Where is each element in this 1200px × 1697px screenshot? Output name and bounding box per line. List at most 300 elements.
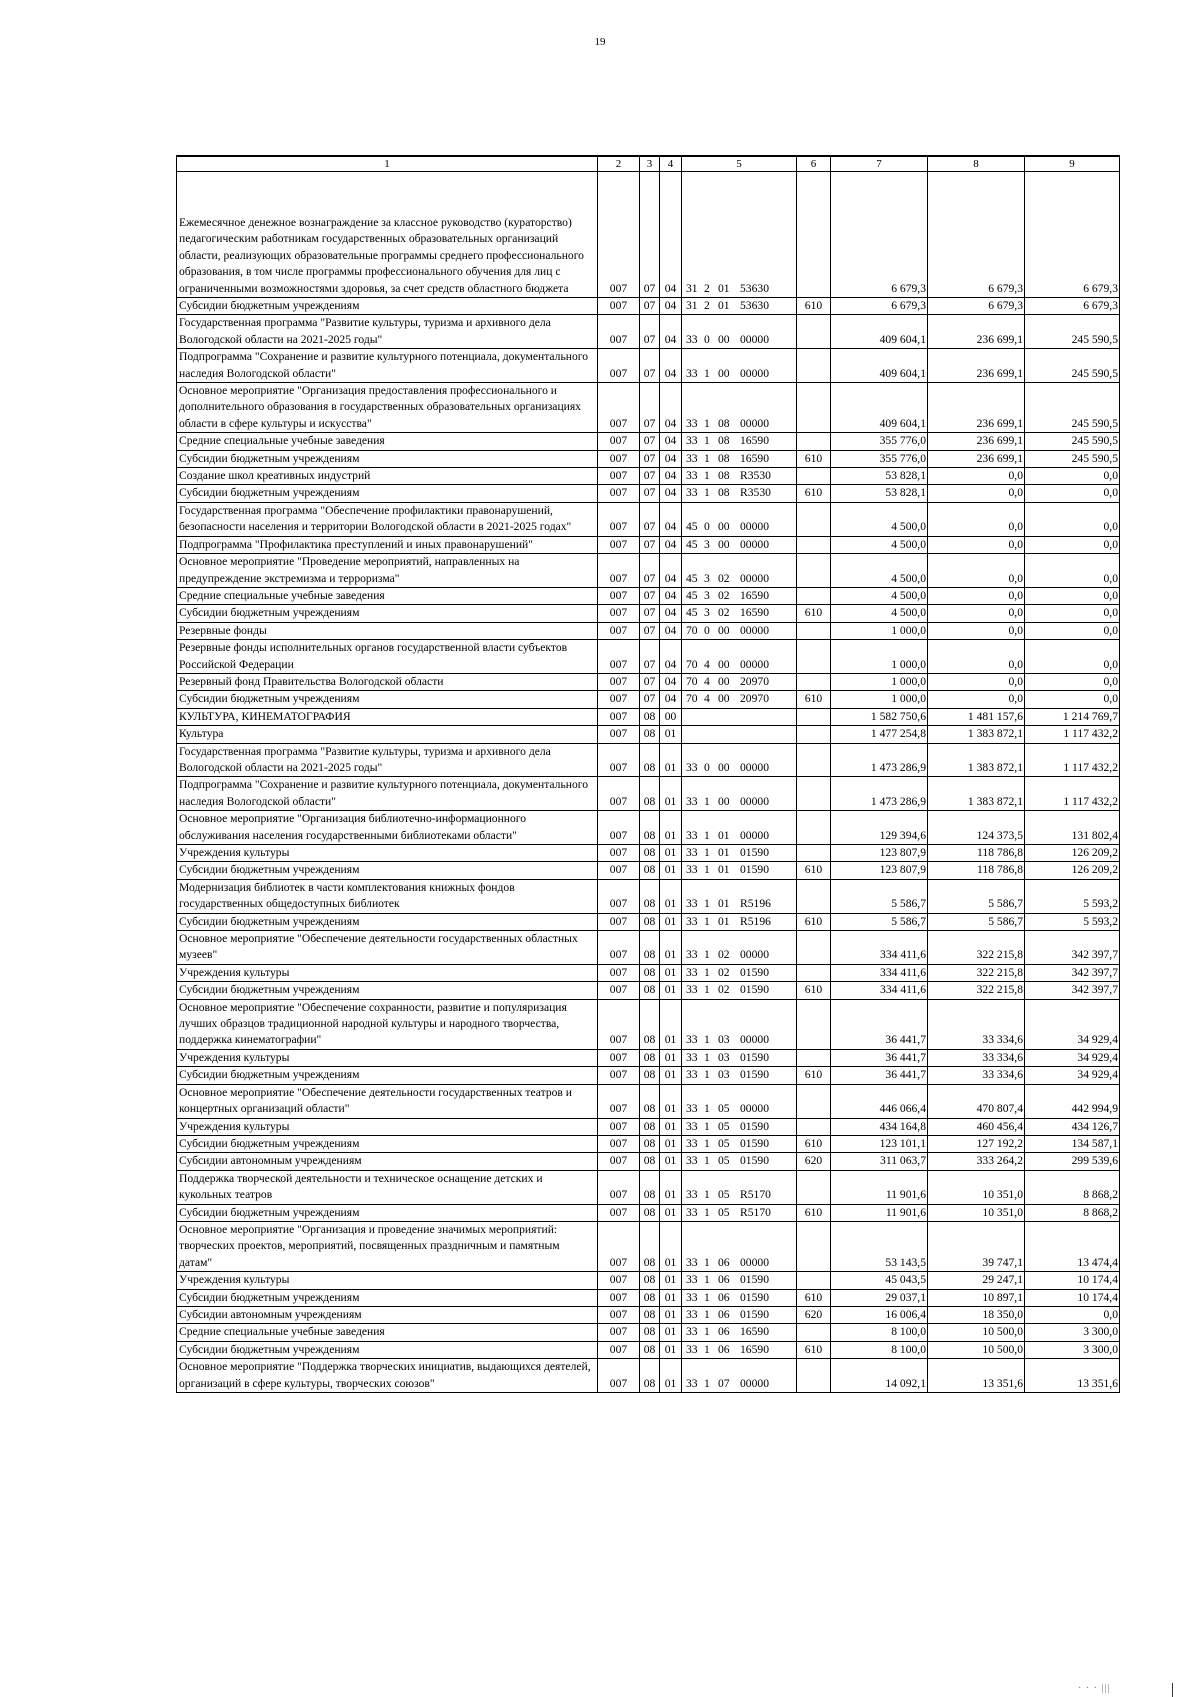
code-ministry: 007 (598, 485, 640, 502)
code-expense-type (797, 931, 831, 965)
target-code-part: 01590 (740, 1068, 769, 1082)
code-expense-type: 610 (797, 913, 831, 930)
amount-col7: 1 477 254,8 (831, 726, 928, 743)
amount-col8: 124 373,5 (928, 811, 1025, 845)
code-expense-type (797, 383, 831, 433)
code-ministry: 007 (598, 315, 640, 349)
code-expense-type (797, 1359, 831, 1393)
code-expense-type (797, 1170, 831, 1204)
page-number: 19 (594, 36, 606, 48)
target-code-part: 33 (686, 486, 698, 500)
code-expense-type (797, 1221, 831, 1271)
target-code-part: 1 (704, 1119, 710, 1133)
target-code-part: 06 (718, 1325, 730, 1339)
amount-col9: 0,0 (1025, 587, 1120, 604)
target-code-part: 01590 (740, 1154, 769, 1168)
code-ministry: 007 (598, 587, 640, 604)
target-code-part: 33 (686, 1376, 698, 1390)
code-expense-type: 610 (797, 1341, 831, 1358)
code-ministry: 007 (598, 1272, 640, 1289)
amount-col9: 5 593,2 (1025, 879, 1120, 913)
code-target-article (682, 1118, 797, 1135)
target-code-part: R5170 (740, 1205, 771, 1219)
code-section: 08 (640, 1118, 660, 1135)
target-code-part: 33 (686, 1136, 698, 1150)
code-ministry: 007 (598, 673, 640, 690)
code-section: 08 (640, 743, 660, 777)
amount-col9: 0,0 (1025, 485, 1120, 502)
target-code-part: 03 (718, 1068, 730, 1082)
target-code-part: 33 (686, 1102, 698, 1116)
amount-col8: 322 215,8 (928, 964, 1025, 981)
target-code-part: 05 (718, 1154, 730, 1168)
code-ministry: 007 (598, 879, 640, 913)
amount-col7: 409 604,1 (831, 315, 928, 349)
amount-col7: 16 006,4 (831, 1306, 928, 1323)
target-code-part: 06 (718, 1255, 730, 1269)
code-expense-type: 620 (797, 1153, 831, 1170)
target-code-part: 00000 (740, 332, 769, 346)
target-code-part: 1 (704, 914, 710, 928)
amount-col7: 334 411,6 (831, 964, 928, 981)
code-section: 07 (640, 433, 660, 450)
code-expense-type: 610 (797, 691, 831, 708)
code-section: 08 (640, 1067, 660, 1084)
target-code-part: R3530 (740, 469, 771, 483)
code-expense-type (797, 1084, 831, 1118)
amount-col8: 29 247,1 (928, 1272, 1025, 1289)
amount-col8: 33 334,6 (928, 1049, 1025, 1066)
header-cell: 5 (682, 156, 797, 172)
target-code-part: R3530 (740, 486, 771, 500)
table-row (177, 1153, 1120, 1170)
code-target-article (682, 1306, 797, 1323)
code-expense-type (797, 1324, 831, 1341)
code-subsection: 04 (660, 383, 682, 433)
target-code-part: 45 (686, 537, 698, 551)
target-code-part: 08 (718, 434, 730, 448)
amount-col8: 333 264,2 (928, 1153, 1025, 1170)
target-code-part: 53630 (740, 299, 769, 312)
code-target-article (682, 605, 797, 622)
header-cell: 8 (928, 156, 1025, 172)
code-expense-type (797, 172, 831, 298)
amount-col7: 129 394,6 (831, 811, 928, 845)
target-code-part: 70 (686, 657, 698, 671)
code-ministry: 007 (598, 502, 640, 536)
target-code-part: 01 (718, 863, 730, 877)
code-target-article (682, 777, 797, 811)
amount-col9: 6 679,3 (1025, 298, 1120, 315)
target-code-part: 1 (704, 1273, 710, 1287)
code-expense-type: 610 (797, 1289, 831, 1306)
code-target-article (682, 622, 797, 639)
target-code-part: 45 (686, 606, 698, 620)
row-name: Субсидии бюджетным учреждениям (177, 1289, 598, 1306)
target-code-part: 06 (718, 1342, 730, 1356)
target-code-part: 05 (718, 1102, 730, 1116)
amount-col9: 10 174,4 (1025, 1289, 1120, 1306)
code-target-article (682, 433, 797, 450)
amount-col8: 10 500,0 (928, 1341, 1025, 1358)
code-expense-type: 620 (797, 1306, 831, 1323)
code-subsection: 01 (660, 1272, 682, 1289)
amount-col7: 123 807,9 (831, 862, 928, 879)
target-code-part: 00000 (740, 1255, 769, 1269)
amount-col7: 53 828,1 (831, 485, 928, 502)
amount-col8: 0,0 (928, 536, 1025, 553)
code-ministry: 007 (598, 1084, 640, 1118)
target-code-part: 00 (718, 692, 730, 706)
amount-col9: 126 209,2 (1025, 845, 1120, 862)
amount-col7: 123 101,1 (831, 1135, 928, 1152)
amount-col7: 409 604,1 (831, 349, 928, 383)
amount-col8: 10 500,0 (928, 1324, 1025, 1341)
code-ministry: 007 (598, 1324, 640, 1341)
amount-col8: 33 334,6 (928, 1067, 1025, 1084)
target-code-part: 00 (718, 623, 730, 637)
target-code-part: 00 (718, 537, 730, 551)
target-code-part: R5196 (740, 914, 771, 928)
amount-col7: 1 000,0 (831, 640, 928, 674)
target-code-part: 1 (704, 416, 710, 430)
amount-col8: 0,0 (928, 605, 1025, 622)
code-expense-type (797, 640, 831, 674)
amount-col9: 6 679,3 (1025, 172, 1120, 298)
table-row (177, 605, 1120, 622)
target-code-part: 33 (686, 451, 698, 465)
target-code-part: 0 (704, 760, 710, 774)
code-section: 08 (640, 811, 660, 845)
amount-col7: 5 586,7 (831, 913, 928, 930)
target-code-part: 01590 (740, 1290, 769, 1304)
target-code-part: 4 (704, 674, 710, 688)
target-code-part: 33 (686, 1325, 698, 1339)
target-code-part: 16590 (740, 1342, 769, 1356)
target-code-part: 1 (704, 451, 710, 465)
code-subsection: 01 (660, 1067, 682, 1084)
code-expense-type (797, 1118, 831, 1135)
code-section: 07 (640, 383, 660, 433)
target-code-part: 45 (686, 520, 698, 534)
code-subsection: 01 (660, 1153, 682, 1170)
target-code-part: 33 (686, 1307, 698, 1321)
target-code-part: 00000 (740, 1033, 769, 1047)
table-row (177, 811, 1120, 845)
code-subsection: 04 (660, 640, 682, 674)
table-row (177, 1324, 1120, 1341)
amount-col8: 10 351,0 (928, 1170, 1025, 1204)
code-section: 08 (640, 862, 660, 879)
amount-col8: 236 699,1 (928, 383, 1025, 433)
row-name: Средние специальные учебные заведения (177, 587, 598, 604)
code-ministry: 007 (598, 726, 640, 743)
code-expense-type (797, 468, 831, 485)
target-code-part: 00000 (740, 657, 769, 671)
table-row (177, 708, 1120, 725)
amount-col9: 245 590,5 (1025, 383, 1120, 433)
amount-col8: 470 807,4 (928, 1084, 1025, 1118)
table-row (177, 1067, 1120, 1084)
code-section: 07 (640, 622, 660, 639)
amount-col7: 1 000,0 (831, 673, 928, 690)
row-name: Средние специальные учебные заведения (177, 433, 598, 450)
code-target-article (682, 587, 797, 604)
code-ministry: 007 (598, 349, 640, 383)
code-ministry: 007 (598, 1067, 640, 1084)
amount-col8: 236 699,1 (928, 433, 1025, 450)
code-target-article (682, 349, 797, 383)
target-code-part: 16590 (740, 588, 769, 602)
amount-col8: 1 383 872,1 (928, 777, 1025, 811)
amount-col9: 0,0 (1025, 605, 1120, 622)
amount-col7: 334 411,6 (831, 931, 928, 965)
code-ministry: 007 (598, 1135, 640, 1152)
table-row (177, 1170, 1120, 1204)
amount-col9: 245 590,5 (1025, 433, 1120, 450)
amount-col7: 4 500,0 (831, 554, 928, 588)
target-code-part: 00 (718, 366, 730, 380)
code-ministry: 007 (598, 622, 640, 639)
amount-col7: 45 043,5 (831, 1272, 928, 1289)
target-code-part: 01 (718, 828, 730, 842)
code-target-article (682, 1341, 797, 1358)
amount-col8: 127 192,2 (928, 1135, 1025, 1152)
code-subsection: 01 (660, 1204, 682, 1221)
code-expense-type (797, 502, 831, 536)
amount-col9: 0,0 (1025, 554, 1120, 588)
target-code-part: 53630 (740, 281, 769, 295)
code-expense-type (797, 315, 831, 349)
amount-col9: 8 868,2 (1025, 1204, 1120, 1221)
target-code-part: 3 (704, 588, 710, 602)
amount-col7: 446 066,4 (831, 1084, 928, 1118)
code-target-article (682, 315, 797, 349)
table-row (177, 845, 1120, 862)
code-target-article (682, 1359, 797, 1393)
table-row (177, 743, 1120, 777)
code-ministry: 007 (598, 468, 640, 485)
target-code-part: 01590 (740, 846, 769, 859)
table-row (177, 726, 1120, 743)
target-code-part: 00000 (740, 760, 769, 774)
target-code-part: 33 (686, 416, 698, 430)
amount-col9: 34 929,4 (1025, 999, 1120, 1049)
code-section: 07 (640, 172, 660, 298)
code-expense-type: 610 (797, 298, 831, 315)
code-target-article (682, 554, 797, 588)
amount-col9: 1 117 432,2 (1025, 743, 1120, 777)
code-expense-type (797, 708, 831, 725)
table-row (177, 298, 1120, 315)
target-code-part: 1 (704, 948, 710, 962)
table-row (177, 1359, 1120, 1393)
amount-col8: 0,0 (928, 502, 1025, 536)
amount-col9: 342 397,7 (1025, 931, 1120, 965)
table-row (177, 673, 1120, 690)
target-code-part: 45 (686, 571, 698, 585)
table-row (177, 1272, 1120, 1289)
target-code-part: 01 (718, 846, 730, 859)
code-target-article (682, 691, 797, 708)
table-row (177, 554, 1120, 588)
target-code-part: 01590 (740, 983, 769, 997)
target-code-part: 08 (718, 451, 730, 465)
code-section: 08 (640, 708, 660, 725)
code-target-article (682, 708, 797, 725)
target-code-part: 16590 (740, 434, 769, 448)
code-subsection: 01 (660, 982, 682, 999)
code-expense-type (797, 673, 831, 690)
code-expense-type: 610 (797, 605, 831, 622)
code-expense-type: 610 (797, 450, 831, 467)
target-code-part: 00 (718, 657, 730, 671)
code-target-article (682, 1153, 797, 1170)
target-code-part: 33 (686, 1188, 698, 1202)
target-code-part: 00000 (740, 1376, 769, 1390)
amount-col7: 355 776,0 (831, 450, 928, 467)
amount-col7: 53 143,5 (831, 1221, 928, 1271)
code-expense-type (797, 1049, 831, 1066)
code-expense-type (797, 999, 831, 1049)
target-code-part: 00000 (740, 416, 769, 430)
code-ministry: 007 (598, 383, 640, 433)
row-name: Государственная программа "Развитие культуры, туризма и архивного дела Вологодской области на 2021-2025 годы" (177, 743, 598, 777)
target-code-part: 33 (686, 965, 698, 979)
target-code-part: 03 (718, 1033, 730, 1047)
table-row (177, 468, 1120, 485)
target-code-part: 33 (686, 897, 698, 911)
row-name: Создание школ креативных индустрий (177, 468, 598, 485)
target-code-part: 01590 (740, 965, 769, 979)
amount-col8: 39 747,1 (928, 1221, 1025, 1271)
target-code-part: R5196 (740, 897, 771, 911)
target-code-part: 01 (718, 299, 730, 312)
code-expense-type (797, 1272, 831, 1289)
table-row (177, 862, 1120, 879)
table-row (177, 1135, 1120, 1152)
code-expense-type (797, 587, 831, 604)
target-code-part: 33 (686, 828, 698, 842)
amount-col8: 236 699,1 (928, 349, 1025, 383)
code-section: 07 (640, 605, 660, 622)
target-code-part: 2 (704, 281, 710, 295)
amount-col9: 126 209,2 (1025, 862, 1120, 879)
table-row (177, 964, 1120, 981)
target-code-part: 1 (704, 1290, 710, 1304)
table-row (177, 982, 1120, 999)
header-cell: 2 (598, 156, 640, 172)
code-subsection: 04 (660, 485, 682, 502)
target-code-part: 33 (686, 1205, 698, 1219)
target-code-part: 16590 (740, 1325, 769, 1339)
amount-col7: 14 092,1 (831, 1359, 928, 1393)
target-code-part: 00000 (740, 537, 769, 551)
row-name: Подпрограмма "Профилактика преступлений и иных правонарушений" (177, 536, 598, 553)
target-code-part: 45 (686, 588, 698, 602)
code-subsection: 04 (660, 298, 682, 315)
amount-col8: 13 351,6 (928, 1359, 1025, 1393)
amount-col8: 0,0 (928, 640, 1025, 674)
code-subsection: 00 (660, 708, 682, 725)
target-code-part: 00 (718, 794, 730, 808)
code-section: 08 (640, 1084, 660, 1118)
amount-col8: 6 679,3 (928, 298, 1025, 315)
code-subsection: 04 (660, 622, 682, 639)
amount-col8: 460 456,4 (928, 1118, 1025, 1135)
target-code-part: 01590 (740, 1307, 769, 1321)
target-code-part: 1 (704, 1033, 710, 1047)
row-name: Основное мероприятие "Организация библиотечно-информационного обслуживания населения государственными библиотеками области" (177, 811, 598, 845)
code-section: 08 (640, 1204, 660, 1221)
code-section: 08 (640, 777, 660, 811)
amount-col7: 11 901,6 (831, 1170, 928, 1204)
code-subsection: 01 (660, 913, 682, 930)
row-name: Резервный фонд Правительства Вологодской области (177, 673, 598, 690)
code-target-article (682, 673, 797, 690)
table-row (177, 1306, 1120, 1323)
amount-col9: 299 539,6 (1025, 1153, 1120, 1170)
code-section: 08 (640, 964, 660, 981)
target-code-part: 33 (686, 1050, 698, 1064)
code-subsection: 01 (660, 845, 682, 862)
table-row (177, 587, 1120, 604)
code-expense-type: 610 (797, 982, 831, 999)
code-ministry: 007 (598, 964, 640, 981)
amount-col8: 0,0 (928, 485, 1025, 502)
code-subsection: 01 (660, 811, 682, 845)
code-expense-type (797, 622, 831, 639)
table-row (177, 913, 1120, 930)
code-target-article (682, 879, 797, 913)
code-section: 07 (640, 587, 660, 604)
target-code-part: 1 (704, 863, 710, 877)
code-target-article (682, 743, 797, 777)
amount-col9: 0,0 (1025, 536, 1120, 553)
code-subsection: 01 (660, 1359, 682, 1393)
amount-col8: 1 383 872,1 (928, 743, 1025, 777)
row-name: Субсидии бюджетным учреждениям (177, 1067, 598, 1084)
amount-col7: 434 164,8 (831, 1118, 928, 1135)
row-name: Резервные фонды исполнительных органов государственной власти субъектов Российской Федерации (177, 640, 598, 674)
code-subsection: 01 (660, 1118, 682, 1135)
amount-col7: 29 037,1 (831, 1289, 928, 1306)
header-cell: 9 (1025, 156, 1120, 172)
code-expense-type (797, 964, 831, 981)
target-code-part: 1 (704, 366, 710, 380)
amount-col9: 0,0 (1025, 691, 1120, 708)
code-target-article (682, 1289, 797, 1306)
amount-col9: 245 590,5 (1025, 450, 1120, 467)
target-code-part: 33 (686, 846, 698, 859)
table-row (177, 485, 1120, 502)
target-code-part: 05 (718, 1119, 730, 1133)
target-code-part: 01 (718, 897, 730, 911)
table-row (177, 1204, 1120, 1221)
target-code-part: 0 (704, 623, 710, 637)
code-ministry: 007 (598, 708, 640, 725)
code-subsection: 01 (660, 726, 682, 743)
code-section: 07 (640, 450, 660, 467)
target-code-part: 00000 (740, 948, 769, 962)
code-section: 08 (640, 1153, 660, 1170)
target-code-part: 1 (704, 1154, 710, 1168)
code-subsection: 01 (660, 964, 682, 981)
row-name: Основное мероприятие "Организация предоставления профессионального и дополнительного образования в государственных образовательных организациях области в сфере культуры и искусства" (177, 383, 598, 433)
row-name: Подпрограмма "Сохранение и развитие культурного потенциала, документального наследия Вологодской области" (177, 777, 598, 811)
code-target-article (682, 485, 797, 502)
target-code-part: 07 (718, 1376, 730, 1390)
